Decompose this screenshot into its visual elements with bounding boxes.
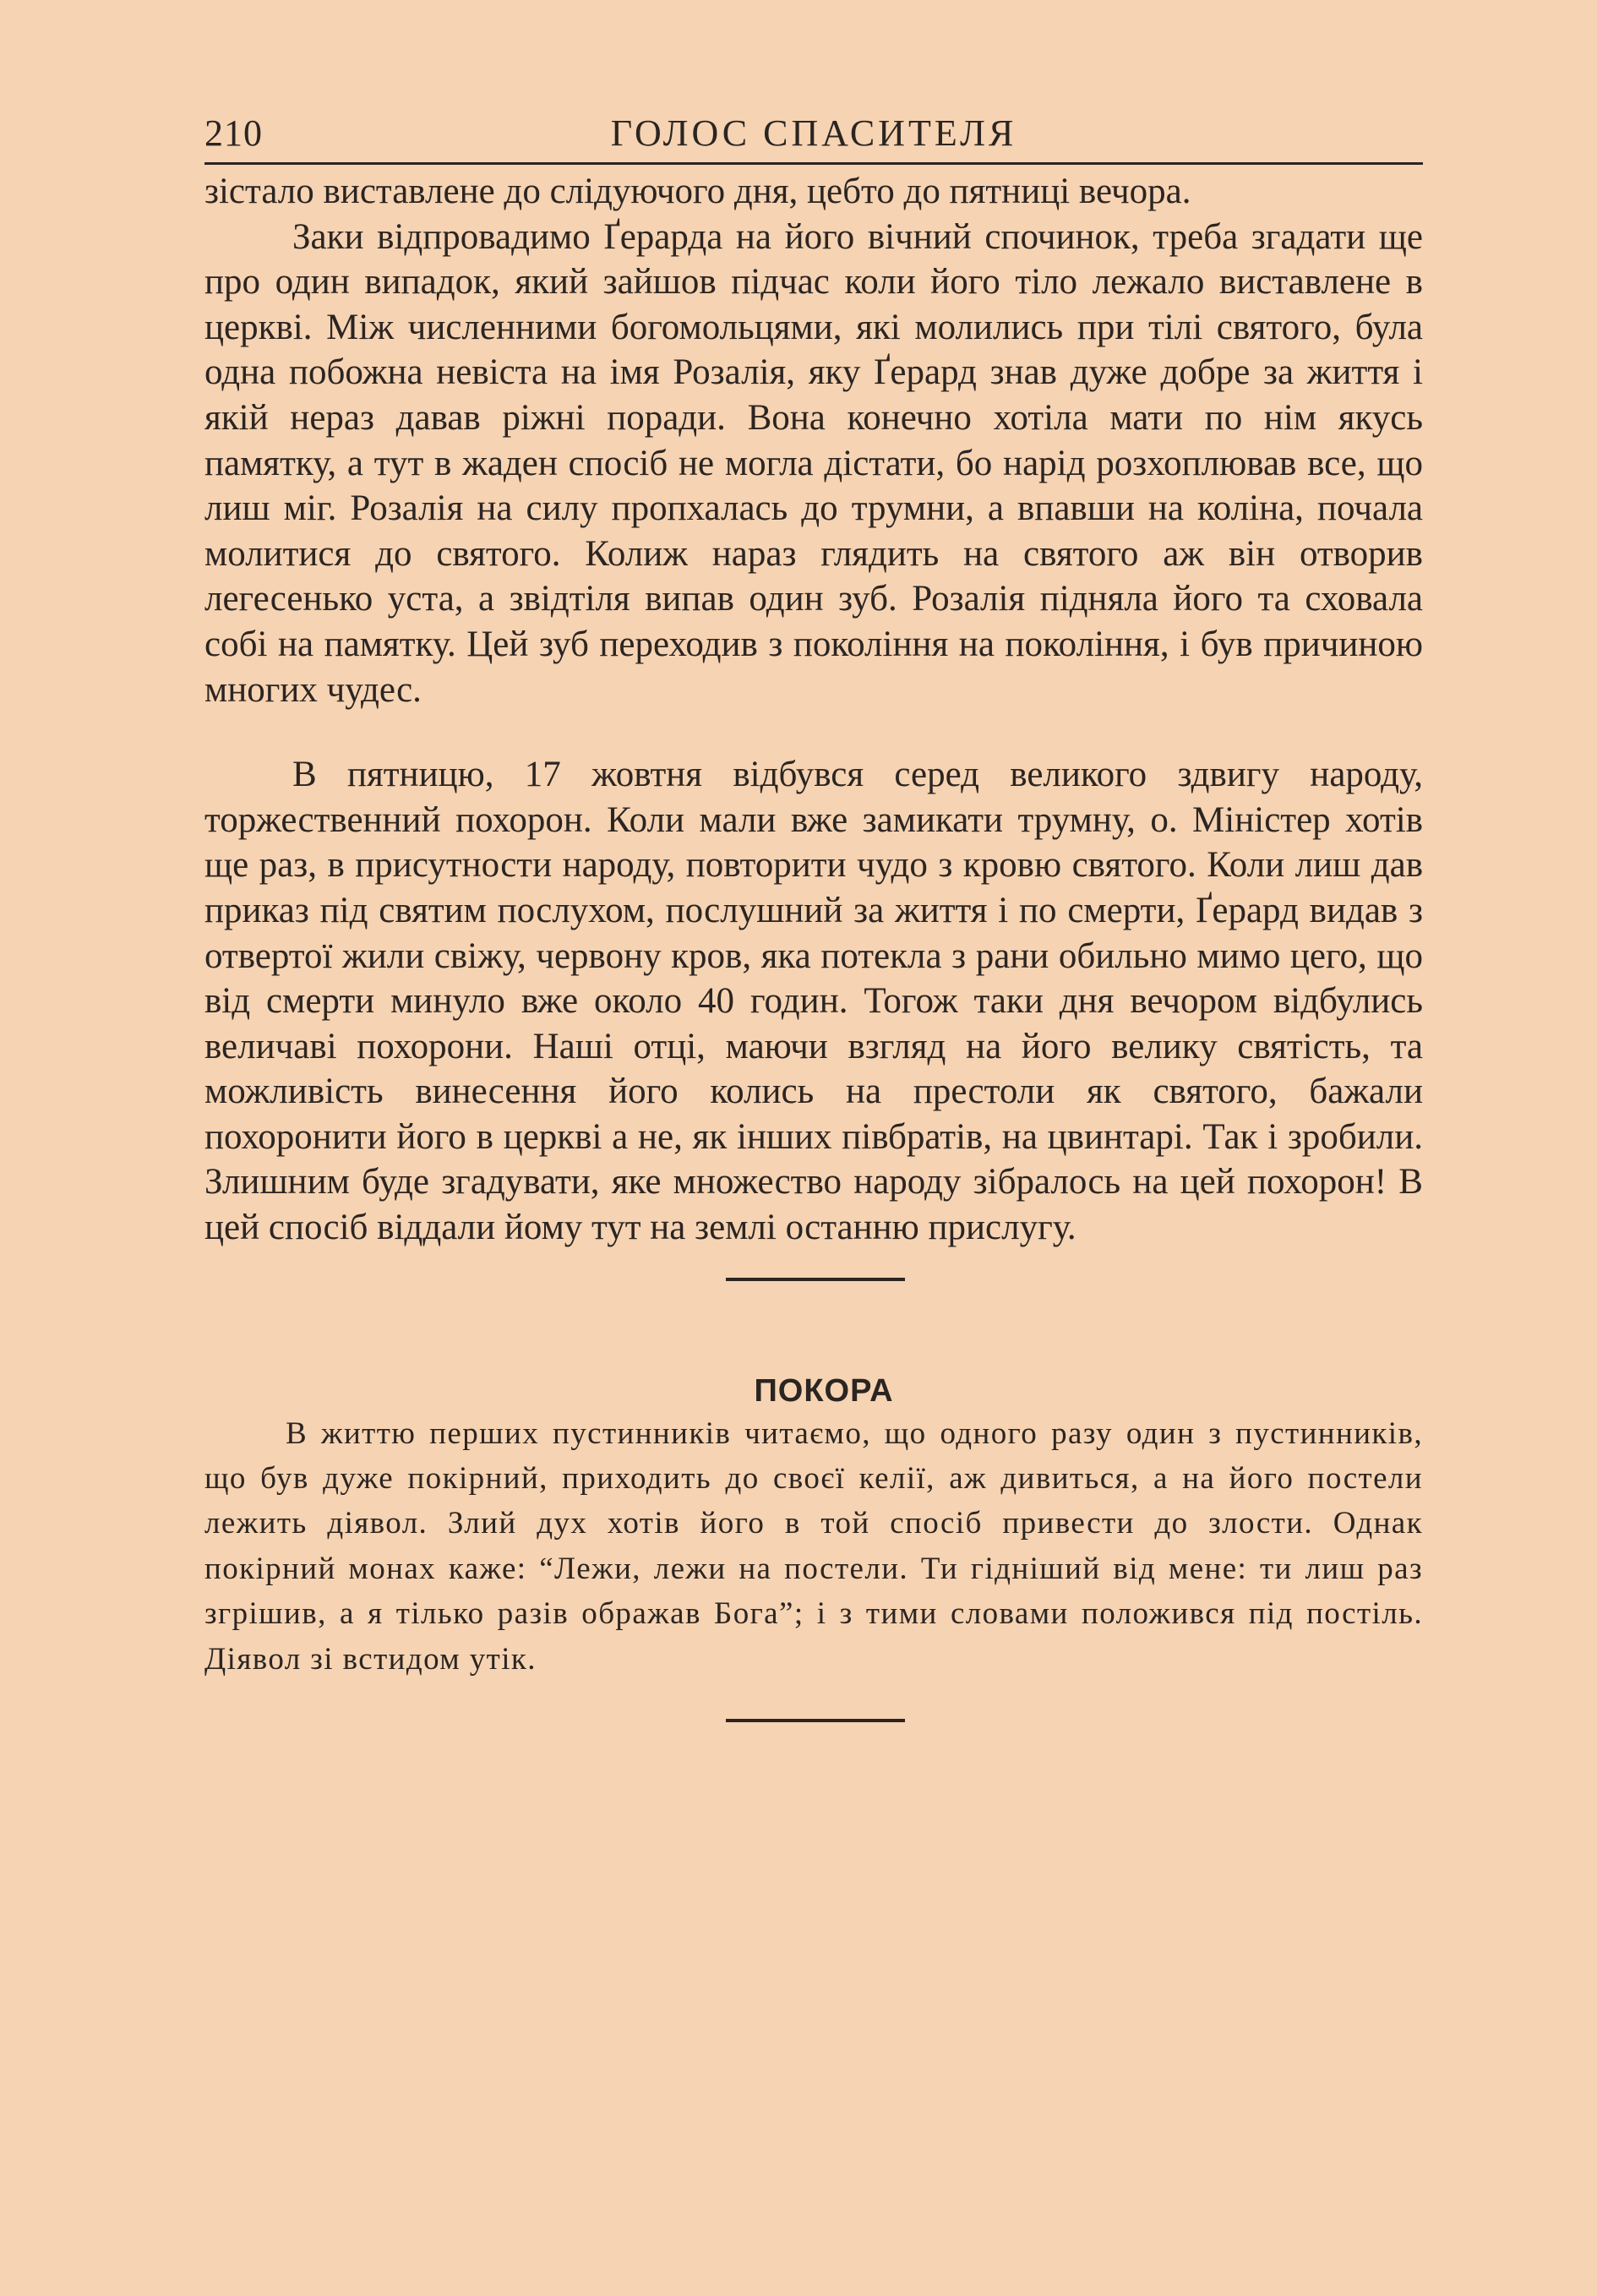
book-page — [204, 101, 1423, 1722]
article-text: В життю перших пустинників читаємо, що одного разу один з пустинників, що був дуже покірний, приходить до своєї келії, аж дивиться, а на його постели лежить діявол. Злий дух хотів його в той спосіб привести до злости. Однак покірний монах каже: “Лежи, лежи на постели. Ти гідніший від мене: ти лиш раз згрішив, а я тілько разів ображав Бога”; і з тими словами положився під постіль. Діявол зі встидом утік. — [204, 1415, 1423, 1677]
article-title: ПОКОРА — [754, 1372, 894, 1409]
running-title: ГОЛОС СПАСИТЕЛЯ — [610, 112, 1017, 154]
paragraph-funeral: В пятницю, 17 жовтня відбувся серед великого здвигу народу, торжественний похорон. Коли мали вже замикати трумну, о. Міністер хотів ще раз, в присутности народу, повторити чудо з кровю святого. Коли лиш дав приказ під святим послухом, послушний за життя і по смерти, Ґерард видав з отвертої жили свіжу, червону кров, яка потекла з рани обильно мимо цего, що від смерти минуло вже около 40 годин. Тогож таки дня вечором відбулись величаві похорони. Наші отці, маючи взгляд на його велику святість, та можливість винесення його колись на престоли як святого, бажали похоронити його в церкві а не, як інших півбратів, на цвинтарі. Так і зробили. Злишним буде згадувати, яке множество народу зібралось на цей похорон! В цей спосіб віддали йому тут на землі останню прислугу. — [204, 755, 1423, 1248]
closing-divider — [726, 1719, 905, 1722]
page-header — [204, 101, 1423, 169]
paragraph-relic-tooth: Заки відпровадимо Ґерарда на його вічний спочинок, треба згадати ще про один випадок, який зайшов підчас коли його тіло лежало виставлене в церкві. Між численними богомольцями, які молились при тілі святого, була одна побожна невіста на імя Розалія, яку Ґерард знав дуже добре за життя і якій нераз давав ріжні поради. Вона конечно хотіла мати по нім якусь памятку, а тут в жаден спосіб не могла дістати, бо нарід розхоплював все, що лиш міг. Розалія на силу пропхалась до трумни, а впавши на коліна, почала молитися до святого. Колиж нараз глядить на святого аж він отворив легесенько уста, а звідтіля випав один зуб. Розалія підняла його та сховала собі на памятку. Цей зуб переходив з покоління на покоління, і був причиною многих чудес. — [204, 216, 1423, 710]
header-rule — [204, 162, 1423, 165]
page-number: 210 — [204, 112, 263, 154]
section-divider — [726, 1278, 905, 1281]
paragraph-continuation: зістало виставлене до слідуючого дня, цебто до пятниці вечора. — [204, 172, 1191, 211]
